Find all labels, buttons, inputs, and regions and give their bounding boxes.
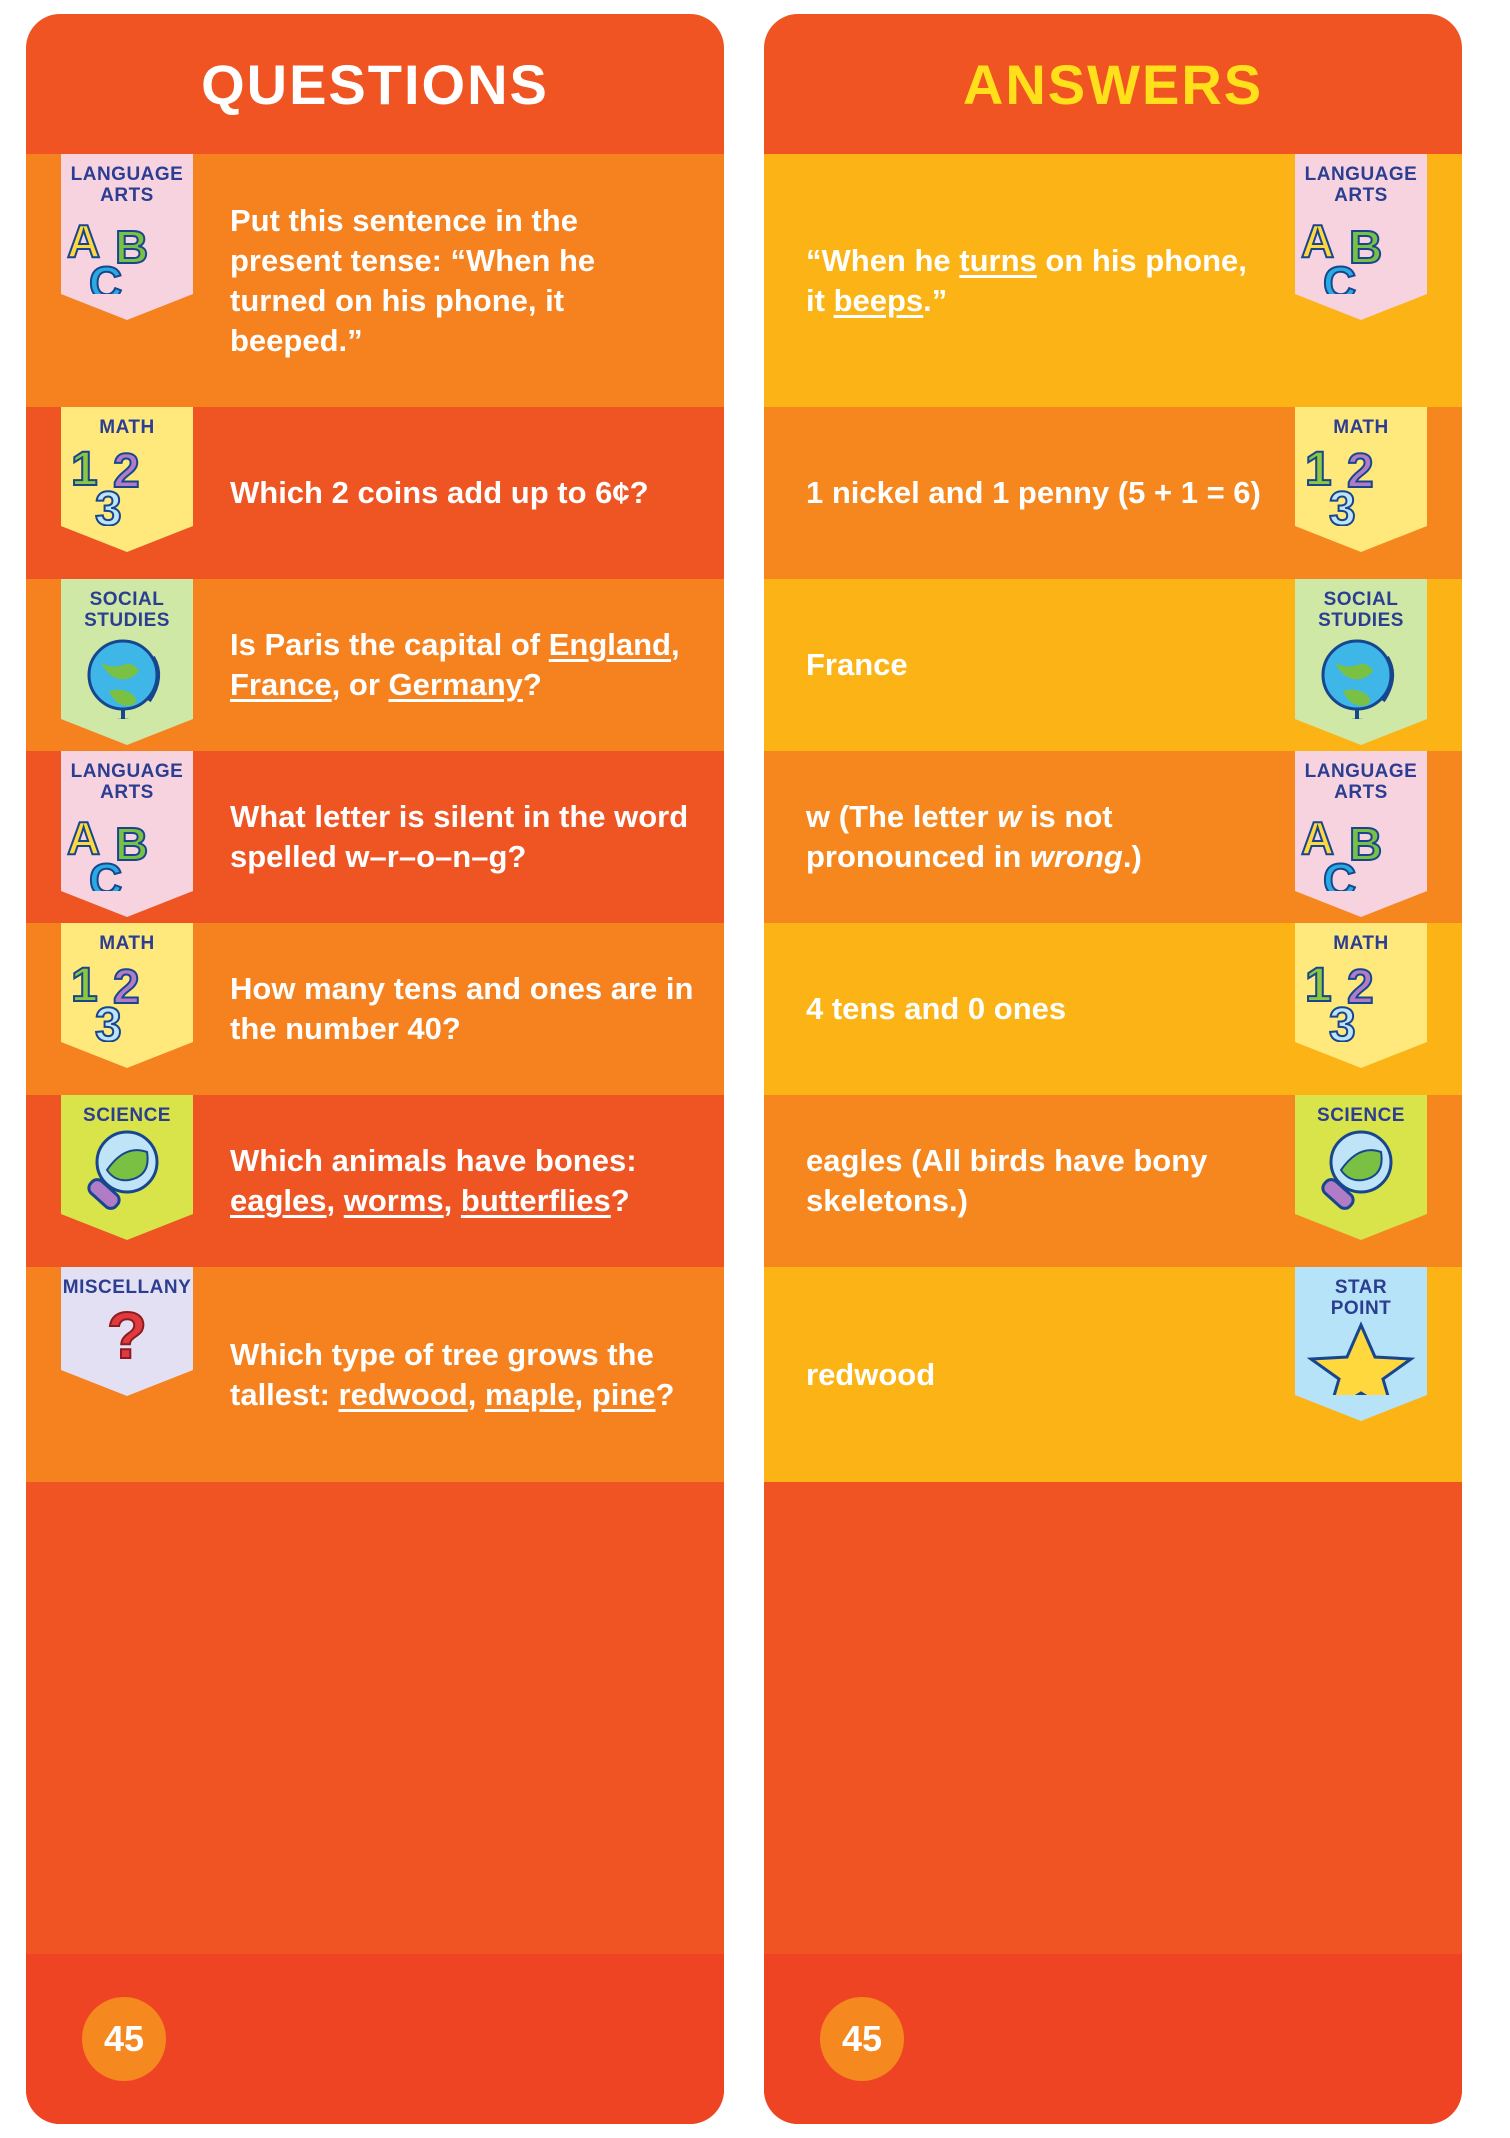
answer-text: 4 tens and 0 ones [806,991,1067,1026]
star-icon [1295,1321,1427,1395]
answer-text: 1 nickel and 1 penny (5 + 1 = 6) [806,475,1261,510]
abc-blocks-icon [61,208,193,309]
digit-1: 1 [1305,443,1332,496]
subject-badge-language-arts [1295,154,1427,309]
numbers-123-icon [61,440,193,536]
question-text: What letter is silent in the word spelled w–r–o–n–g? [230,799,689,874]
subject-label [1318,589,1404,631]
answers-card-header [764,14,1462,154]
numbers-123-icon [61,956,193,1052]
question-text: How many tens and ones are in the number 40? [230,971,694,1046]
digit-3: 3 [1329,999,1356,1052]
subject-label-line: LANGUAGE [70,761,184,782]
subject-badge-miscellany [61,1267,193,1370]
questions-card-header [26,14,724,154]
digit-1: 1 [1305,959,1332,1012]
questions-card-footer [26,1954,724,2124]
globe-icon [61,633,193,719]
question-text: Put this sentence in the present tense: “When he turned on his phone, it beeped.” [230,202,596,358]
digit-2: 2 [113,445,140,498]
subject-label [1331,1277,1392,1319]
subject-label-line: LANGUAGE [70,164,184,185]
subject-badge-math [1295,407,1427,536]
question-mark-icon [61,1300,193,1370]
question-row [26,407,724,579]
subject-label-line: ARTS [1334,782,1388,803]
subject-badge-language-arts [61,154,193,309]
question-text: Which 2 coins add up to 6¢? [230,475,649,510]
question-row [26,1267,724,1482]
questions-card [26,14,724,2124]
subject-badge-wrap [42,1267,212,1370]
questions-title: QUESTIONS [201,52,549,116]
question-row [26,751,724,923]
letter-a: A [67,215,101,267]
subject-label-line: LANGUAGE [1304,761,1418,782]
abc-blocks-icon [61,805,193,906]
magnifying-glass-leaf-icon [61,1128,193,1214]
page-number-questions: 45 [82,1997,166,2081]
answer-text: redwood [806,1356,936,1392]
letter-b: B [115,818,149,870]
digit-3: 3 [95,999,122,1052]
answer-row [764,923,1462,1095]
question-row [26,923,724,1095]
subject-badge-social-studies [61,579,193,719]
subject-badge-wrap [42,154,212,309]
subject-badge-language-arts [61,751,193,906]
subject-label-line: LANGUAGE [1304,164,1418,185]
subject-badge-wrap [1276,923,1446,1052]
letter-c: C [89,854,123,906]
subject-badge-wrap [1276,1095,1446,1214]
digit-2: 2 [113,961,140,1014]
subject-badge-wrap [42,579,212,719]
subject-label-line: STAR [1334,1277,1388,1298]
question-row [26,579,724,751]
subject-badge-language-arts [1295,751,1427,906]
letter-c: C [1323,854,1357,906]
letter-c: C [1323,257,1357,309]
letter-a: A [67,812,101,864]
subject-label [1305,761,1418,803]
answers-card-footer [764,1954,1462,2124]
subject-badge-wrap [42,751,212,906]
numbers-123-icon [1295,440,1427,536]
subject-label-line: STUDIES [84,610,170,631]
subject-badge-math [1295,923,1427,1052]
subject-label [71,761,184,803]
subject-label-line: STUDIES [1318,610,1404,631]
answer-text: France [806,647,908,682]
page-number-answers: 45 [820,1997,904,2081]
numbers-123-icon [1295,956,1427,1052]
digit-2: 2 [1347,445,1374,498]
answer-row [764,1267,1462,1482]
digit-2: 2 [1347,961,1374,1014]
subject-label [84,589,170,631]
question-text: Which animals have bones: eagles, worms, butterflies? [230,1143,637,1218]
subject-label-line: SOCIAL [1323,589,1399,610]
subject-label: MATH [1333,933,1389,954]
subject-label-line: SOCIAL [89,589,165,610]
subject-label: MISCELLANY [62,1277,192,1298]
answer-text: w (The letter w is not pronounced in wrong.) [806,799,1142,874]
question-text: Which type of tree grows the tallest: redwood, maple, pine? [230,1336,675,1412]
subject-badge-wrap [42,1095,212,1214]
questions-rows [26,154,724,1954]
abc-blocks-icon [1295,805,1427,906]
subject-label: MATH [1333,417,1389,438]
subject-badge-science [61,1095,193,1214]
subject-badge-math [61,923,193,1052]
answer-row [764,579,1462,751]
subject-badge-science [1295,1095,1427,1214]
answer-row [764,154,1462,407]
answer-text: eagles (All birds have bony skeletons.) [806,1143,1208,1218]
subject-badge-social-studies [1295,579,1427,719]
digit-3: 3 [95,483,122,536]
answers-rows [764,154,1462,1954]
question-mark-glyph: ? [106,1298,148,1372]
subject-label: MATH [99,933,155,954]
subject-badge-star-point [1295,1267,1427,1395]
letter-a: A [1301,812,1335,864]
answer-row [764,407,1462,579]
subject-badge-math [61,407,193,536]
subject-badge-wrap [42,407,212,536]
globe-icon [1295,633,1427,719]
subject-badge-wrap [1276,407,1446,536]
answers-title: ANSWERS [962,52,1264,116]
answer-text: “When he turns on his phone, it beeps.” [806,242,1247,318]
letter-a: A [1301,215,1335,267]
subject-label [1305,164,1418,206]
subject-badge-wrap [1276,154,1446,309]
letter-b: B [1349,818,1383,870]
abc-blocks-icon [1295,208,1427,309]
letter-c: C [89,257,123,309]
subject-label-line: ARTS [100,782,154,803]
digit-3: 3 [1329,483,1356,536]
subject-badge-wrap [42,923,212,1052]
answer-row [764,1095,1462,1267]
question-text: Is Paris the capital of England, France, or Germany? [230,627,680,702]
subject-badge-wrap [1276,579,1446,719]
subject-label-line: ARTS [1334,185,1388,206]
subject-badge-wrap [1276,1267,1446,1395]
letter-b: B [1349,221,1383,273]
subject-label: SCIENCE [1317,1105,1405,1126]
subject-label: MATH [99,417,155,438]
subject-label [71,164,184,206]
digit-1: 1 [71,959,98,1012]
digit-1: 1 [71,443,98,496]
answers-card [764,14,1462,2124]
subject-badge-wrap [1276,751,1446,906]
subject-label: SCIENCE [83,1105,171,1126]
subject-label-line: ARTS [100,185,154,206]
subject-label-line: POINT [1330,1298,1392,1319]
letter-b: B [115,221,149,273]
question-row [26,154,724,407]
magnifying-glass-leaf-icon [1295,1128,1427,1214]
question-row [26,1095,724,1267]
answer-row [764,751,1462,923]
